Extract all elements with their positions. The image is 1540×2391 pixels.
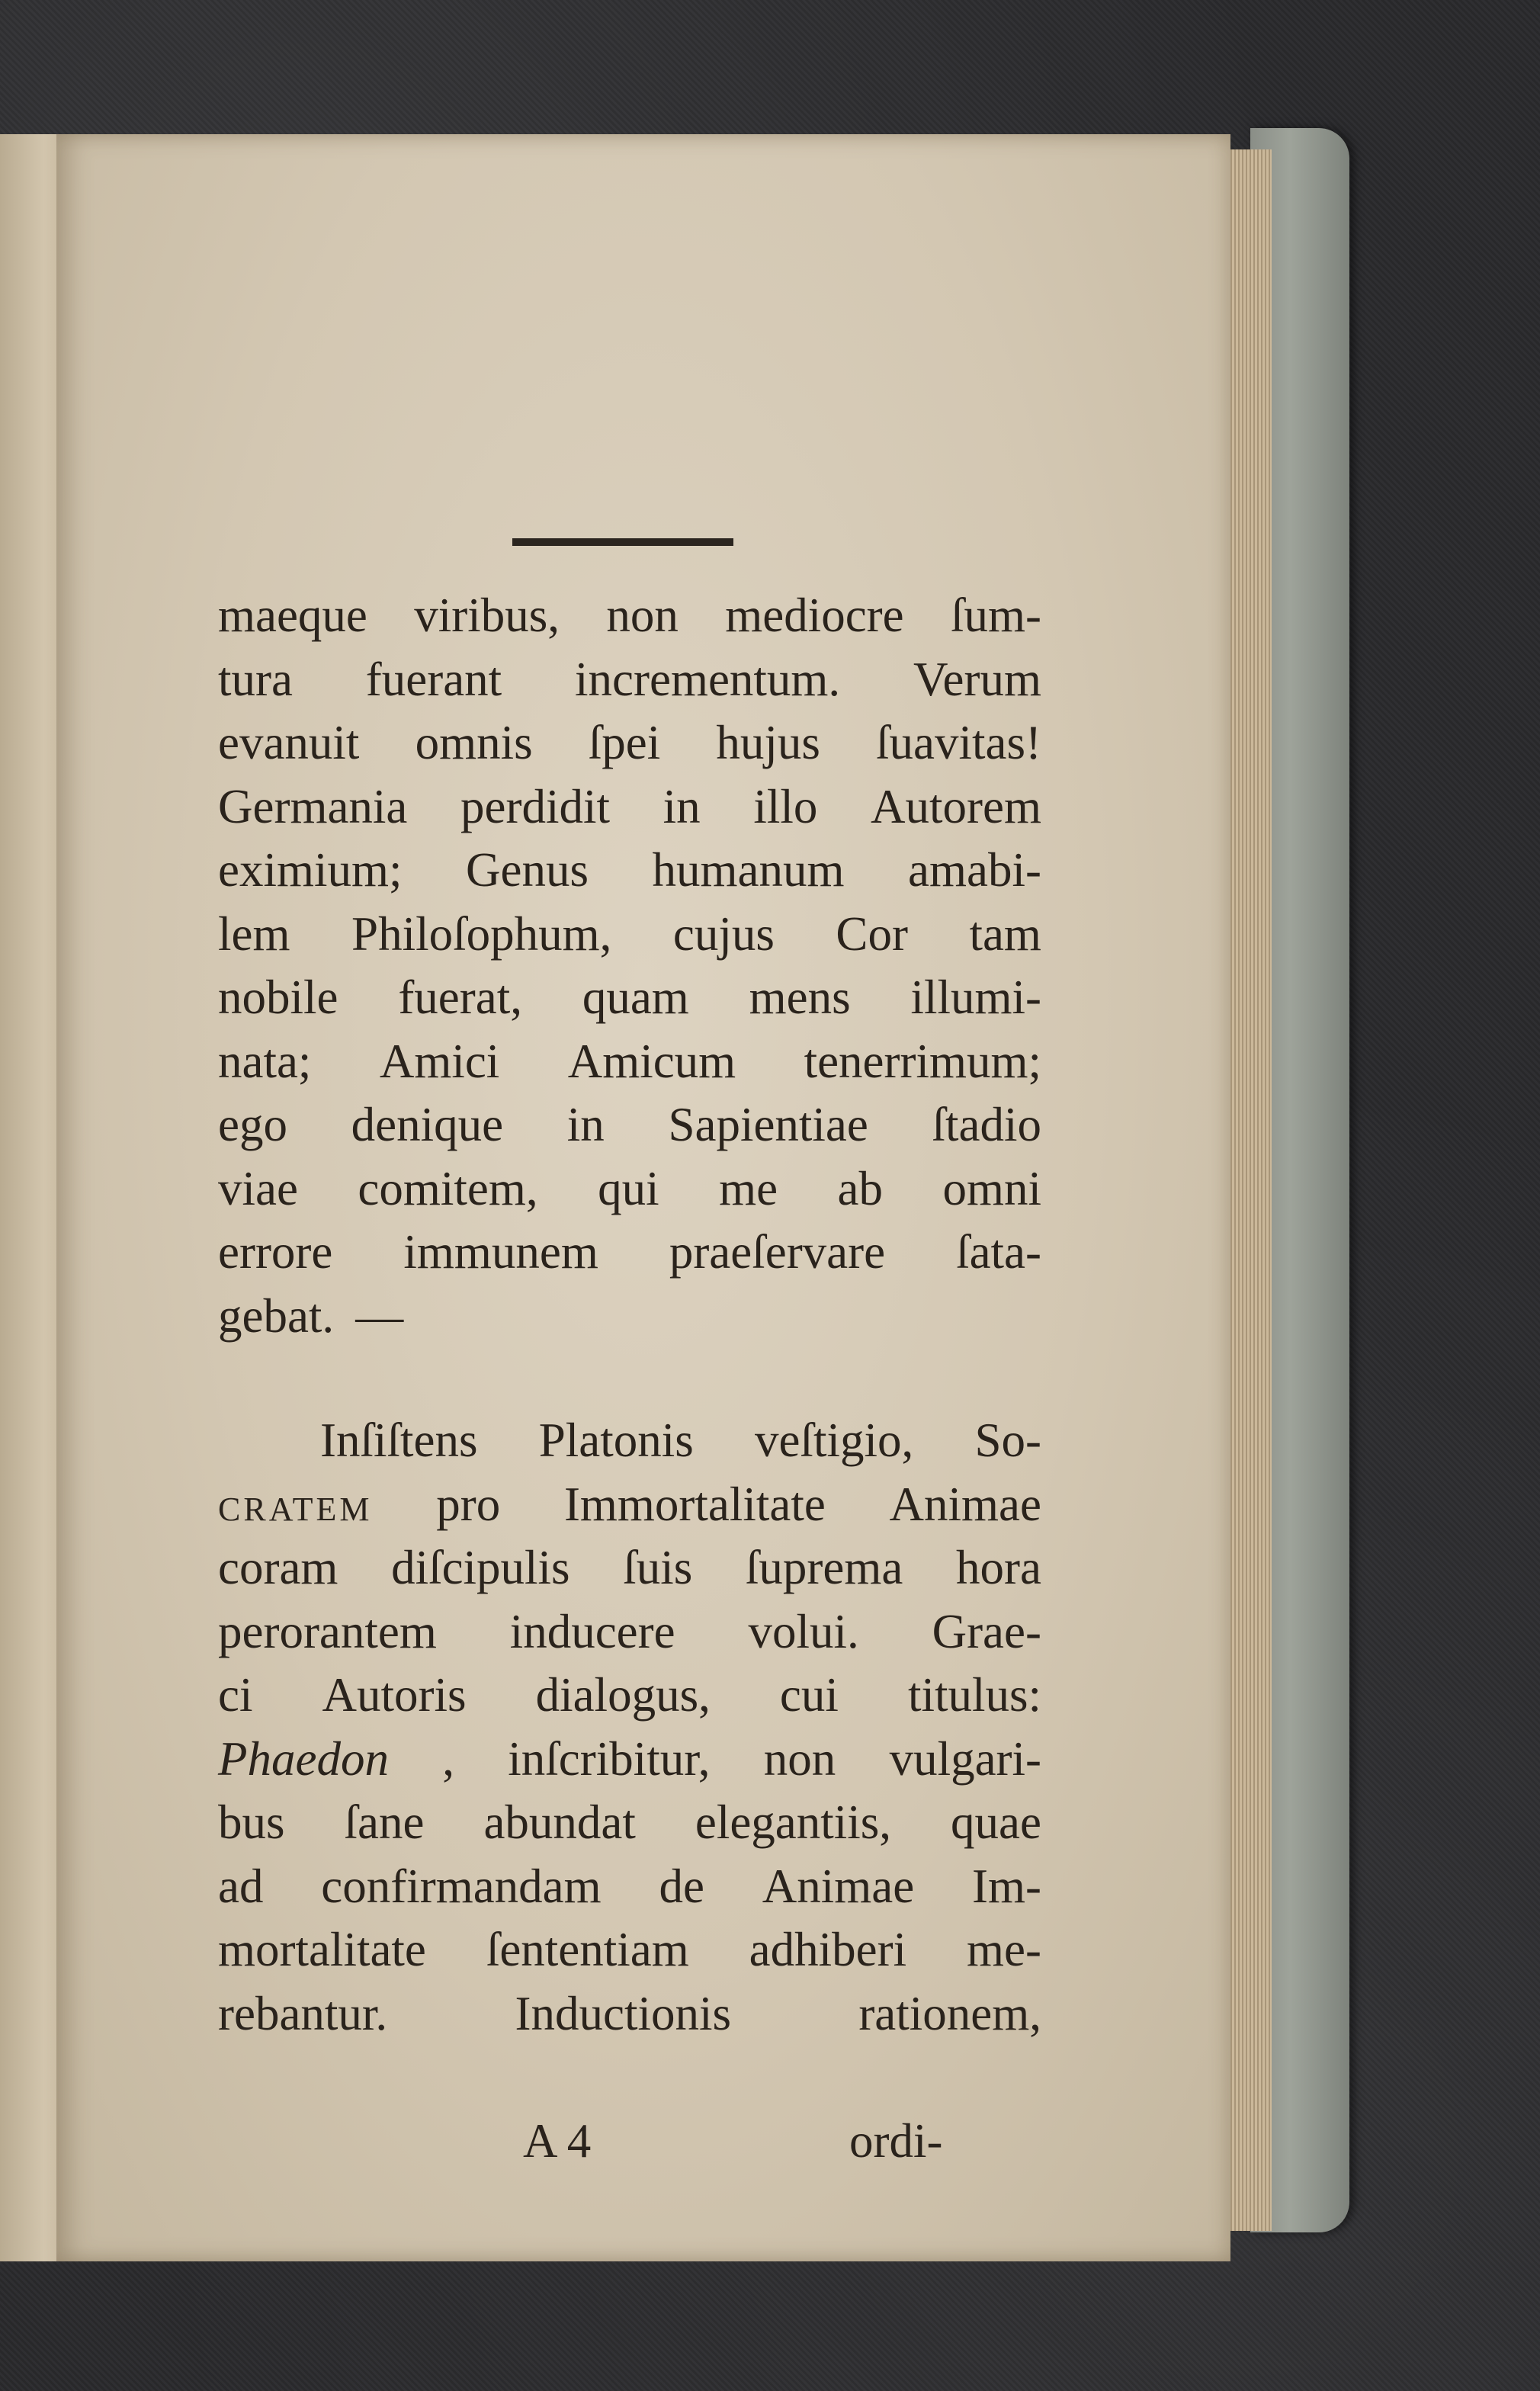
word: incrementum. (575, 652, 841, 706)
word: ſata- (956, 1225, 1041, 1279)
text-line (218, 1664, 1041, 1728)
word: ſententiam (486, 1923, 689, 1976)
word: amabi- (908, 843, 1041, 897)
text-line (218, 1221, 1041, 1285)
word: omni (942, 1161, 1041, 1215)
word: immunem (403, 1225, 598, 1279)
word: , (442, 1731, 454, 1786)
text-line (218, 1093, 1041, 1157)
word: comitem, (358, 1161, 538, 1215)
text-line (218, 711, 1041, 775)
text-line (218, 1600, 1041, 1664)
word: ad (218, 1859, 264, 1913)
ornamental-rule (512, 538, 733, 546)
word: qui (598, 1161, 659, 1215)
book-page (56, 134, 1230, 2261)
word: diſcipulis (391, 1541, 570, 1594)
word: non (763, 1731, 836, 1786)
word: in (663, 779, 701, 833)
word: perdidit (460, 779, 610, 833)
word: abundat (483, 1796, 636, 1849)
word: illumi- (910, 971, 1041, 1024)
word: ci (218, 1668, 253, 1722)
word: ſane (344, 1796, 425, 1849)
text-line (218, 1030, 1041, 1094)
word: eximium; (218, 843, 403, 897)
text-line (218, 1157, 1041, 1221)
word: Inductionis (515, 1986, 731, 2040)
word: titulus: (907, 1668, 1041, 1722)
word: coram (218, 1541, 338, 1594)
word: de (659, 1859, 704, 1913)
word: volui. (748, 1604, 859, 1658)
signature-mark: A 4 (523, 2114, 592, 2168)
word: Genus (466, 843, 589, 897)
word: perorantem (218, 1604, 437, 1658)
word: Animae (762, 1859, 915, 1913)
word: mortalitate (218, 1923, 426, 1976)
word: ſuavitas! (876, 716, 1041, 769)
text-line (218, 1728, 1041, 1792)
word: lem (218, 907, 290, 961)
word: inducere (509, 1604, 675, 1658)
word: cui (779, 1668, 839, 1722)
word: viribus, (414, 589, 560, 642)
word: errore (218, 1225, 333, 1279)
word: bus (218, 1796, 285, 1849)
word: mens (749, 971, 851, 1024)
word: praeſervare (669, 1225, 886, 1279)
word: Verum (913, 652, 1041, 706)
paragraph-1 (218, 584, 1041, 1348)
word: vulgari- (889, 1731, 1041, 1786)
word: me (719, 1161, 778, 1215)
word-smallcaps: cratem (218, 1477, 373, 1531)
text-line (218, 1791, 1041, 1855)
text-line (218, 903, 1041, 967)
word: nata; (218, 1034, 312, 1088)
word: quae (951, 1796, 1041, 1849)
word: tenerrimum; (804, 1034, 1041, 1088)
word: dialogus, (535, 1668, 711, 1722)
word: illo (753, 779, 818, 833)
text-line (218, 1285, 1041, 1349)
word: nobile (218, 971, 338, 1024)
word: Amicum (567, 1034, 736, 1088)
word: confirmandam (321, 1859, 602, 1913)
word: humanum (652, 843, 845, 897)
word: tura (218, 652, 293, 706)
word: gebat. (218, 1289, 335, 1343)
word: ab (837, 1161, 883, 1215)
word: in (566, 1098, 605, 1151)
text-line (218, 1473, 1041, 1537)
text-line (218, 966, 1041, 1030)
text-line (218, 1855, 1041, 1919)
word: Sapientiae (668, 1098, 868, 1151)
text-line (218, 775, 1041, 839)
word: Immortalitate (563, 1477, 826, 1531)
text-line (218, 839, 1041, 903)
text-line (218, 1982, 1041, 2046)
word: Germania (218, 779, 408, 833)
word: hora (956, 1541, 1041, 1594)
word: rebantur. (218, 1986, 388, 2040)
word: ſuprema (745, 1541, 903, 1594)
word: ſpei (588, 716, 661, 769)
word: evanuit (218, 716, 360, 769)
catchword: ordi- (849, 2114, 943, 2168)
word: Amici (379, 1034, 500, 1088)
word: hujus (716, 716, 820, 769)
word: denique (351, 1098, 504, 1151)
page-footer (218, 2109, 1041, 2173)
text-line (218, 1918, 1041, 1982)
word: fuerant (365, 652, 502, 706)
word: Platonis (538, 1414, 694, 1467)
word: fuerat, (398, 971, 522, 1024)
word: Autoris (322, 1668, 467, 1722)
word: Grae- (932, 1604, 1041, 1658)
word: ego (218, 1098, 287, 1151)
word: inſcribitur, (508, 1731, 711, 1786)
word: — (355, 1289, 404, 1343)
word: adhiberi (749, 1923, 907, 1976)
word: Im- (971, 1859, 1041, 1913)
word: Inſiſtens (320, 1414, 478, 1467)
word: pro (436, 1477, 501, 1531)
word: viae (218, 1161, 298, 1215)
word: Animae (889, 1477, 1041, 1531)
text-line (218, 648, 1041, 712)
word: me- (967, 1923, 1041, 1976)
word: Philoſophum, (351, 907, 612, 961)
word: cujus (672, 907, 775, 961)
text-line (218, 1536, 1041, 1600)
word: mediocre (725, 589, 904, 642)
word: elegantiis, (695, 1796, 892, 1849)
text-line (218, 584, 1041, 648)
word: Autorem (871, 779, 1041, 833)
word: rationem, (858, 1986, 1041, 2040)
word: ſuis (623, 1541, 693, 1594)
word: omnis (415, 716, 533, 769)
word: veſtigio, (754, 1414, 914, 1467)
paragraph-2 (218, 1409, 1041, 2046)
word: tam (969, 907, 1041, 961)
word: ſtadio (932, 1098, 1041, 1151)
word: ſum- (950, 589, 1041, 642)
text-line (218, 1409, 1041, 1473)
word: So- (974, 1414, 1041, 1467)
word: maeque (218, 589, 367, 642)
word: Cor (836, 907, 908, 961)
word: quam (582, 971, 689, 1024)
word-italic: Phaedon (218, 1731, 389, 1786)
word: non (606, 589, 679, 642)
